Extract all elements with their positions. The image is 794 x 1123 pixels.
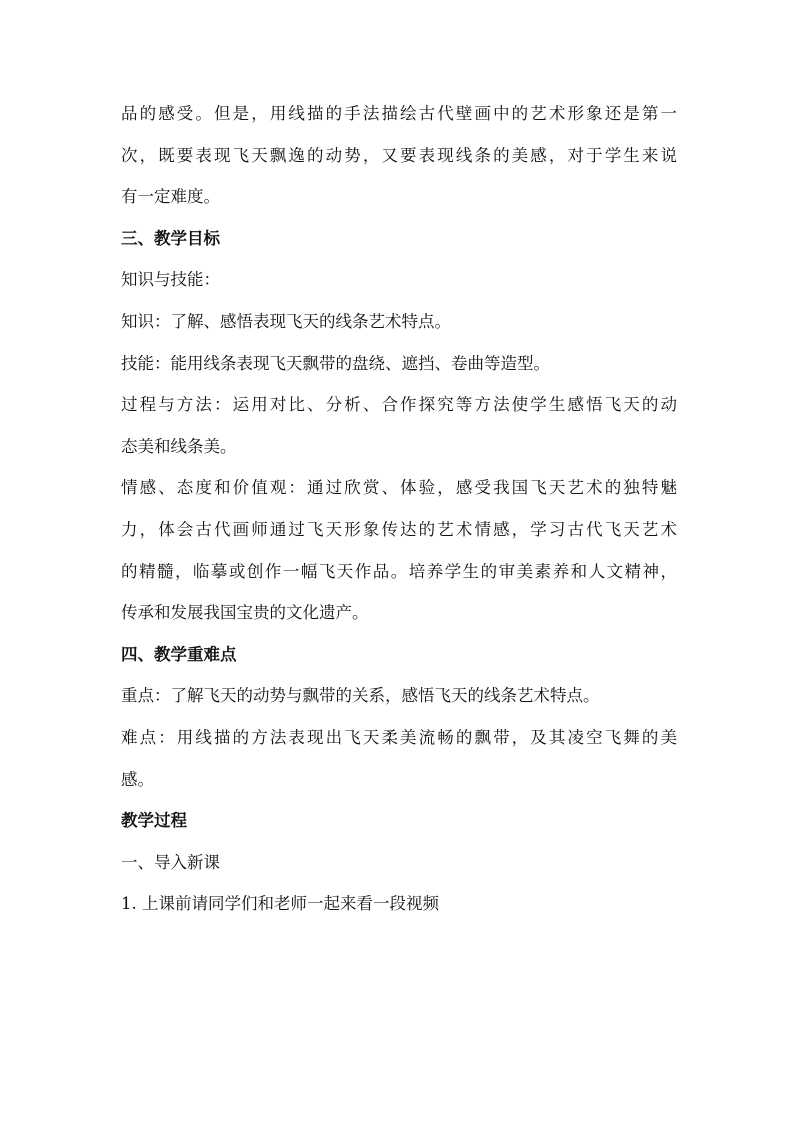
paragraph-line: 品的感受。但是，用线描的手法描绘古代壁画中的艺术形象还是第一 xyxy=(121,104,677,123)
document-body xyxy=(121,93,677,925)
key-point-line: 重点：了解飞天的动势与飘带的关系，感悟飞天的线条艺术特点。 xyxy=(121,686,600,706)
paragraph-line: 次，既要表现飞天飘逸的动势，又要表现线条的美感，对于学生来说 xyxy=(121,145,677,165)
paragraph-line: 有一定难度。 xyxy=(121,187,220,207)
knowledge-line: 知识：了解、感悟表现飞天的线条艺术特点。 xyxy=(121,311,451,331)
section-heading-goals: 三、教学目标 xyxy=(121,228,220,248)
emotion-values-line: 情感、态度和价值观：通过欣赏、体验，感受我国飞天艺术的独特魅 xyxy=(121,478,677,498)
emotion-values-line: 传承和发展我国宝贵的文化遗产。 xyxy=(121,603,369,623)
section-heading-key-difficult: 四、教学重难点 xyxy=(121,644,237,664)
section-heading-process: 教学过程 xyxy=(121,811,187,831)
difficult-point-line: 难点：用线描的方法表现出飞天柔美流畅的飘带，及其凌空飞舞的美 xyxy=(121,727,677,747)
emotion-values-line: 力，体会古代画师通过飞天形象传达的艺术情感，学习古代飞天艺术 xyxy=(121,519,677,539)
process-method-line: 过程与方法：运用对比、分析、合作探究等方法使学生感悟飞天的动 xyxy=(121,395,677,415)
emotion-values-line: 的精髓，临摹或创作一幅飞天作品。培养学生的审美素养和人文精神， xyxy=(121,561,677,581)
difficult-point-line: 感。 xyxy=(121,769,154,789)
process-method-line: 态美和线条美。 xyxy=(121,436,237,456)
step-one-line: 1. 上课前请同学们和老师一起来看一段视频 xyxy=(121,894,439,914)
knowledge-skill-label: 知识与技能： xyxy=(121,270,220,290)
skill-line: 技能：能用线条表现飞天飘带的盘绕、遮挡、卷曲等造型。 xyxy=(121,353,550,373)
subsection-intro: 一、导入新课 xyxy=(121,852,220,872)
